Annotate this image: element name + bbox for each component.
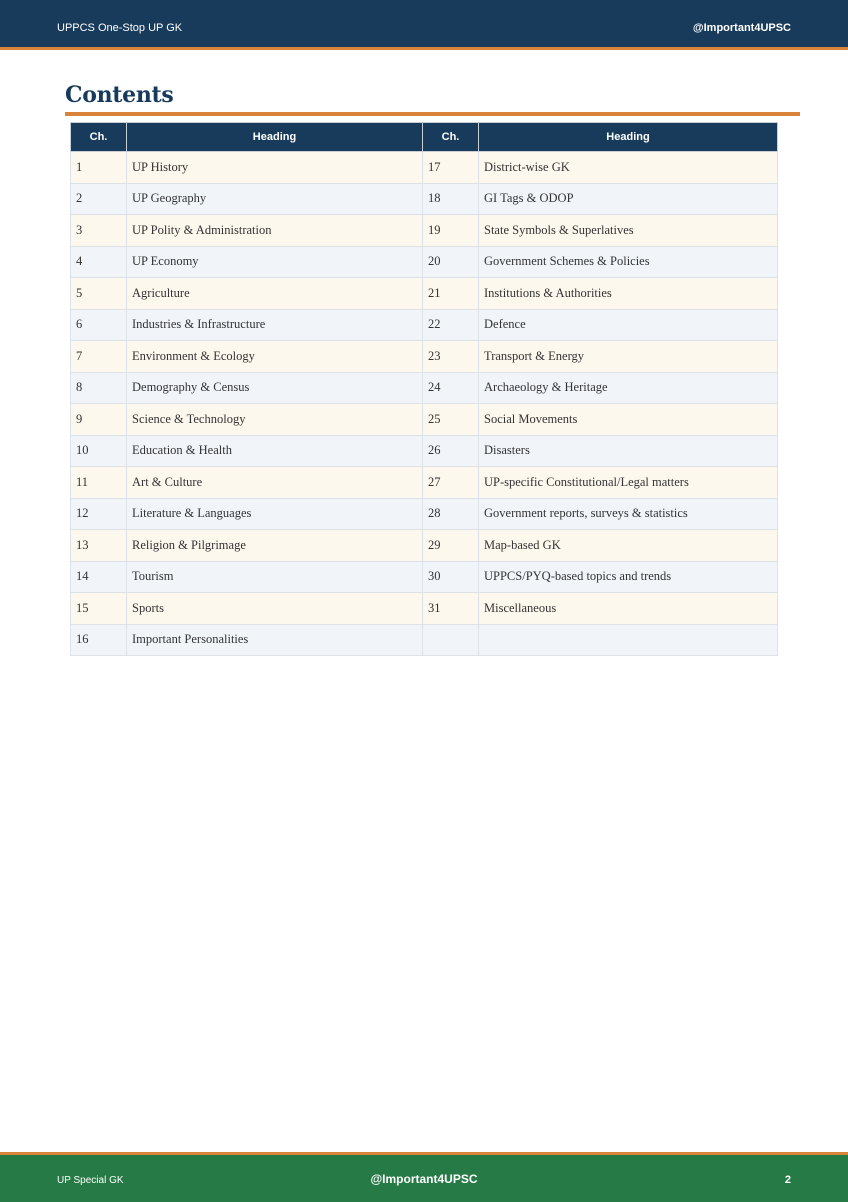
chapter-heading: Education & Health — [127, 435, 423, 467]
footer-handle: @Important4UPSC — [370, 1172, 478, 1186]
chapter-number: 18 — [423, 183, 479, 215]
chapter-number: 9 — [71, 404, 127, 436]
chapter-number: 1 — [71, 152, 127, 184]
chapter-number: 2 — [71, 183, 127, 215]
table-row — [71, 152, 778, 184]
chapter-number: 12 — [71, 498, 127, 530]
chapter-heading: Industries & Infrastructure — [127, 309, 423, 341]
chapter-number: 30 — [423, 561, 479, 593]
chapter-number: 11 — [71, 467, 127, 499]
contents-table — [70, 122, 778, 656]
chapter-heading: District-wise GK — [479, 152, 778, 184]
header-handle: @Important4UPSC — [692, 22, 791, 34]
table-row — [71, 624, 778, 656]
page-footer — [0, 1152, 848, 1202]
page-title: Contents — [65, 82, 174, 108]
chapter-number: 13 — [71, 530, 127, 562]
title-divider — [65, 112, 800, 116]
table-header-row — [71, 123, 778, 152]
chapter-number: 28 — [423, 498, 479, 530]
chapter-heading: UPPCS/PYQ-based topics and trends — [479, 561, 778, 593]
chapter-heading: UP-specific Constitutional/Legal matters — [479, 467, 778, 499]
chapter-number: 17 — [423, 152, 479, 184]
table-row — [71, 215, 778, 247]
chapter-heading: Demography & Census — [127, 372, 423, 404]
table-row — [71, 435, 778, 467]
chapter-heading: Art & Culture — [127, 467, 423, 499]
chapter-heading: Disasters — [479, 435, 778, 467]
header-document-title: UPPCS One-Stop UP GK — [57, 22, 183, 34]
chapter-number: 29 — [423, 530, 479, 562]
page-number: 2 — [784, 1174, 791, 1186]
chapter-heading: UP Economy — [127, 246, 423, 278]
table-row — [71, 530, 778, 562]
chapter-heading: Literature & Languages — [127, 498, 423, 530]
chapter-number: 22 — [423, 309, 479, 341]
chapter-heading: Science & Technology — [127, 404, 423, 436]
table-row — [71, 278, 778, 310]
chapter-heading: Map-based GK — [479, 530, 778, 562]
chapter-number: 8 — [71, 372, 127, 404]
chapter-heading — [479, 624, 778, 656]
chapter-number: 14 — [71, 561, 127, 593]
chapter-number: 5 — [71, 278, 127, 310]
chapter-heading: Social Movements — [479, 404, 778, 436]
chapter-heading: UP Geography — [127, 183, 423, 215]
chapter-number: 16 — [71, 624, 127, 656]
chapter-heading: Government Schemes & Policies — [479, 246, 778, 278]
chapter-number: 6 — [71, 309, 127, 341]
chapter-number: 21 — [423, 278, 479, 310]
table-row — [71, 309, 778, 341]
page-header — [0, 0, 848, 50]
chapter-heading: Important Personalities — [127, 624, 423, 656]
chapter-number: 26 — [423, 435, 479, 467]
table-row — [71, 183, 778, 215]
table-row — [71, 404, 778, 436]
table-row — [71, 561, 778, 593]
chapter-number: 7 — [71, 341, 127, 373]
chapter-number: 23 — [423, 341, 479, 373]
chapter-heading: Miscellaneous — [479, 593, 778, 625]
chapter-heading: Religion & Pilgrimage — [127, 530, 423, 562]
chapter-heading: Archaeology & Heritage — [479, 372, 778, 404]
table-row — [71, 467, 778, 499]
chapter-number: 25 — [423, 404, 479, 436]
chapter-heading: GI Tags & ODOP — [479, 183, 778, 215]
chapter-number: 10 — [71, 435, 127, 467]
chapter-heading: Sports — [127, 593, 423, 625]
chapter-number: 3 — [71, 215, 127, 247]
chapter-heading: Agriculture — [127, 278, 423, 310]
chapter-heading: Environment & Ecology — [127, 341, 423, 373]
chapter-number: 24 — [423, 372, 479, 404]
chapter-number: 31 — [423, 593, 479, 625]
chapter-heading: UP Polity & Administration — [127, 215, 423, 247]
table-row — [71, 498, 778, 530]
footer-section-label: UP Special GK — [57, 1175, 124, 1186]
chapter-number: 4 — [71, 246, 127, 278]
chapter-heading: State Symbols & Superlatives — [479, 215, 778, 247]
chapter-heading: Government reports, surveys & statistics — [479, 498, 778, 530]
column-header-chapter: Ch. — [423, 123, 479, 152]
table-row — [71, 372, 778, 404]
chapter-heading: UP History — [127, 152, 423, 184]
chapter-heading: Institutions & Authorities — [479, 278, 778, 310]
chapter-heading: Transport & Energy — [479, 341, 778, 373]
chapter-number: 19 — [423, 215, 479, 247]
table-row — [71, 593, 778, 625]
table-row — [71, 341, 778, 373]
column-header-heading: Heading — [127, 123, 423, 152]
chapter-heading: Defence — [479, 309, 778, 341]
column-header-chapter: Ch. — [71, 123, 127, 152]
chapter-number: 20 — [423, 246, 479, 278]
chapter-number: 27 — [423, 467, 479, 499]
chapter-heading: Tourism — [127, 561, 423, 593]
chapter-number — [423, 624, 479, 656]
table-row — [71, 246, 778, 278]
column-header-heading: Heading — [479, 123, 778, 152]
chapter-number: 15 — [71, 593, 127, 625]
